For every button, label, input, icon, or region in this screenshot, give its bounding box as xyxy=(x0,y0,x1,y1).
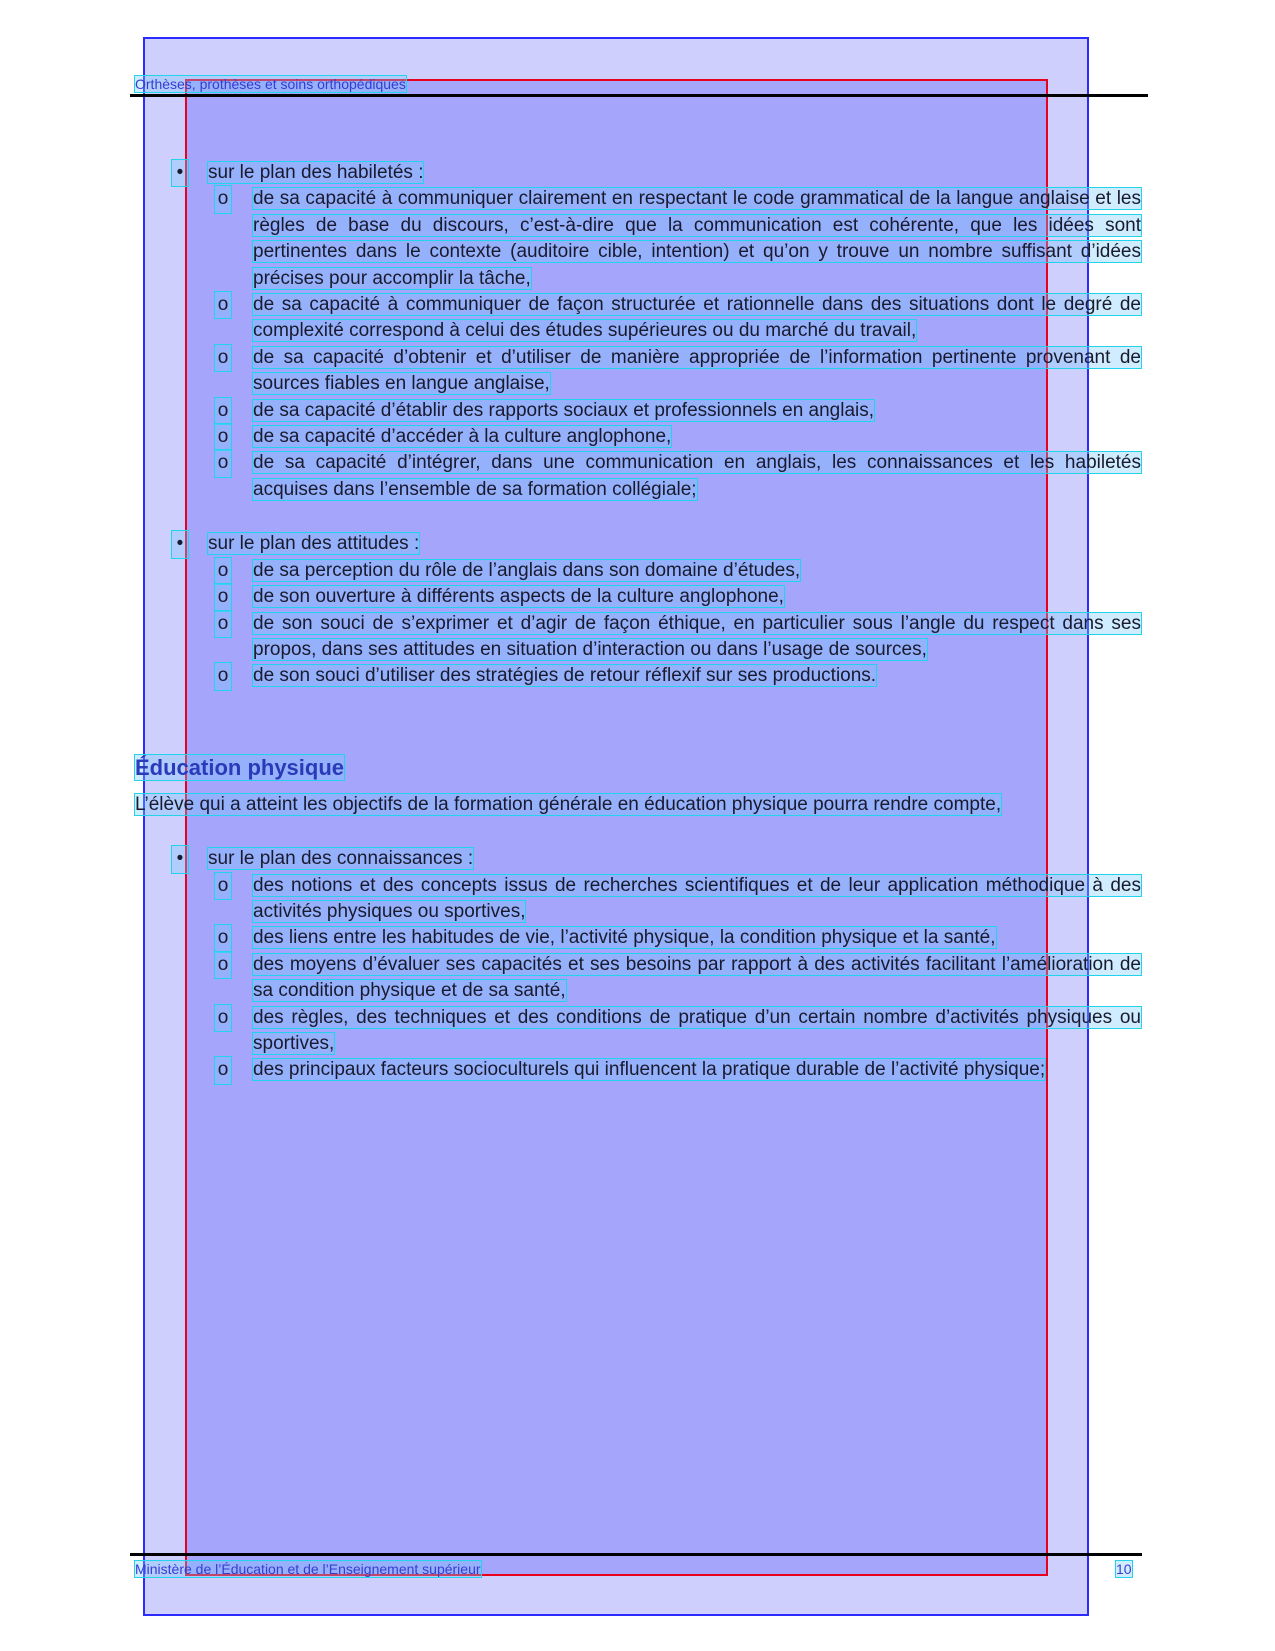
habiletes-heading-row xyxy=(135,160,1141,186)
list-item-text: des principaux facteurs socioculturels qui influencent la pratique durable de l’activité physique; xyxy=(253,1059,1046,1081)
list-item xyxy=(135,450,1141,503)
bullet-marker: • xyxy=(172,531,188,557)
sub-marker: o xyxy=(215,292,231,318)
list-item-text: des notions et des concepts issus de recherches scientifiques et de leur application méthodique à des activités physiques ou sportives, xyxy=(253,874,1141,922)
sub-marker: o xyxy=(215,398,231,424)
list-item-text: de sa perception du rôle de l’anglais dans son domaine d’études, xyxy=(253,559,801,581)
list-item xyxy=(135,558,1141,584)
list-item-text: de sa capacité d’accéder à la culture anglophone, xyxy=(253,426,672,448)
list-item xyxy=(135,186,1141,292)
sub-marker: o xyxy=(215,424,231,450)
list-item xyxy=(135,424,1141,450)
section-intro-text: L’élève qui a atteint les objectifs de la formation générale en éducation physique pourra rendre compte, xyxy=(135,793,1002,815)
sub-marker: o xyxy=(215,611,231,637)
sub-marker: o xyxy=(215,873,231,899)
habiletes-block xyxy=(135,160,1141,503)
list-item-text: de son ouverture à différents aspects de la culture anglophone, xyxy=(253,586,784,608)
list-item xyxy=(135,611,1141,664)
list-item xyxy=(135,873,1141,926)
connaissances-heading-row xyxy=(135,846,1141,872)
section-title-text: Éducation physique xyxy=(135,754,345,780)
list-item xyxy=(135,1005,1141,1058)
attitudes-list xyxy=(135,558,1141,690)
list-item-text: de sa capacité d’obtenir et d’utiliser de manière appropriée de l’information pertinente provenant de sources fiables en langue anglaise, xyxy=(253,346,1141,395)
sub-marker: o xyxy=(215,952,231,978)
connaissances-heading: sur le plan des connaissances : xyxy=(208,848,474,870)
spacer xyxy=(135,690,1141,754)
list-item-text: de son souci d’utiliser des stratégies de retour réflexif sur ses productions. xyxy=(253,665,877,687)
list-item xyxy=(135,952,1141,1005)
section-title xyxy=(135,754,1141,782)
sub-marker: o xyxy=(215,584,231,610)
sub-marker: o xyxy=(215,1005,231,1031)
page-body xyxy=(135,160,1141,1084)
sub-marker: o xyxy=(215,1057,231,1083)
sub-marker: o xyxy=(215,345,231,371)
bullet-marker: • xyxy=(172,160,188,186)
footer-rule xyxy=(130,1553,1142,1556)
list-item xyxy=(135,584,1141,610)
sub-marker: o xyxy=(215,186,231,212)
list-item-text: des liens entre les habitudes de vie, l’activité physique, la condition physique et la santé, xyxy=(253,927,996,949)
header-rule xyxy=(130,94,1148,97)
list-item xyxy=(135,398,1141,424)
list-item-text: de sa capacité d’intégrer, dans une communication en anglais, les connaissances et les habiletés acquises dans l’ensemble de sa formation collégiale; xyxy=(253,452,1141,500)
sub-marker: o xyxy=(215,558,231,584)
attitudes-heading-row xyxy=(135,531,1141,557)
sub-marker: o xyxy=(215,925,231,951)
footer-ministry: Ministère de l’Éducation et de l’Enseignement supérieur xyxy=(135,1561,481,1577)
habiletes-list xyxy=(135,186,1141,503)
list-item-text: des moyens d’évaluer ses capacités et ses besoins par rapport à des activités facilitant l’amélioration de sa condition physique et de sa santé, xyxy=(253,953,1141,1002)
connaissances-list xyxy=(135,873,1141,1084)
sub-marker: o xyxy=(215,663,231,689)
list-item-text: des règles, des techniques et des conditions de pratique d’un certain nombre d’activités physiques ou sportives, xyxy=(253,1006,1141,1054)
list-item-text: de sa capacité d’établir des rapports sociaux et professionnels en anglais, xyxy=(253,399,875,421)
connaissances-block xyxy=(135,846,1141,1084)
list-item-text: de sa capacité à communiquer de façon structurée et rationnelle dans des situations dont le degré de complexité correspond à celui des études supérieures ou du marché du travail, xyxy=(253,294,1141,342)
spacer xyxy=(135,818,1141,846)
list-item xyxy=(135,663,1141,689)
attitudes-block xyxy=(135,531,1141,689)
spacer xyxy=(135,503,1141,531)
list-item xyxy=(135,925,1141,951)
list-item-text: de son souci de s’exprimer et d’agir de façon éthique, en particulier sous l’angle du respect dans ses propos, dans ses attitudes en situation d’interaction ou dans l’usage de sources, xyxy=(253,612,1141,660)
running-title: Orthèses, prothèses et soins orthopédiques xyxy=(135,76,406,92)
section-intro xyxy=(135,792,1141,818)
list-item xyxy=(135,1057,1141,1083)
habiletes-heading: sur le plan des habiletés : xyxy=(208,162,424,183)
attitudes-heading: sur le plan des attitudes : xyxy=(208,533,420,555)
list-item-text: de sa capacité à communiquer clairement en respectant le code grammatical de la langue anglaise et les règles de base du discours, c’est-à-dire que la communication est cohérente, que les idées sont pertinentes dans le contexte (auditoire cible, intention) et qu’on y trouve un nombre suffisant d’idées précises pour accomplir la tâche, xyxy=(253,188,1141,289)
page-number: 10 xyxy=(1116,1561,1132,1577)
list-item xyxy=(135,345,1141,398)
bullet-marker: • xyxy=(172,846,188,872)
list-item xyxy=(135,292,1141,345)
sub-marker: o xyxy=(215,450,231,476)
